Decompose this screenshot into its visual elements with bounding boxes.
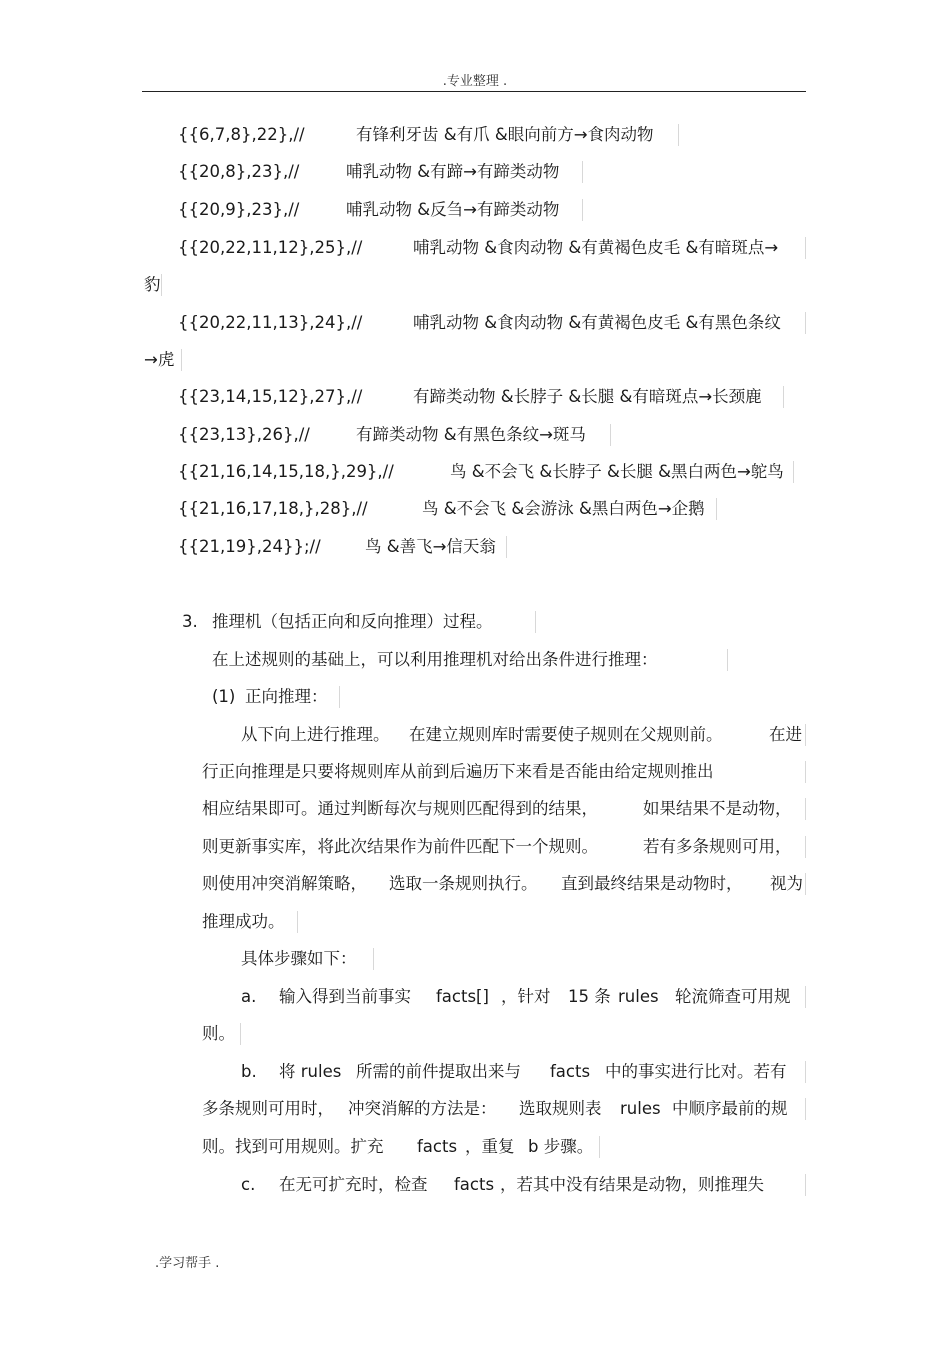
step-c-text-3: ，若其中没有结果是动物，则推理失: [500, 1175, 764, 1194]
rule-code: {{21,16,14,15,18,},29},//: [178, 462, 394, 481]
line-marker: [599, 1136, 600, 1158]
step-a-text-3: ，针对: [501, 987, 551, 1006]
line-marker: [506, 536, 507, 558]
para-line-1a: 从下向上进行推理。: [241, 725, 390, 744]
step-b-line-3a: 则。找到可用规则。扩充: [202, 1137, 384, 1156]
line-marker: [535, 611, 536, 633]
line-marker: [805, 986, 806, 1008]
rule-code: {{20,8},23},//: [178, 162, 300, 181]
section-intro: 在上述规则的基础上，可以利用推理机对给出条件进行推理：: [212, 650, 658, 669]
rule-text-4: 哺乳动物 &食肉动物 &有黄褐色皮毛 &有暗斑点→: [413, 238, 779, 257]
para-line-4b: 若有多条规则可用，: [643, 837, 792, 856]
rule-text-2: 哺乳动物 &有蹄→有蹄类动物: [346, 162, 560, 181]
line-marker: [805, 873, 806, 895]
step-b-line-2b: 冲突消解的方法是：: [348, 1099, 497, 1118]
rule-line-1: [178, 124, 305, 146]
step-a-text-6: 轮流筛查可用规: [675, 987, 791, 1006]
rule-text-10: 鸟 &善飞→信天翁: [365, 537, 496, 556]
line-marker: [339, 686, 340, 708]
line-marker: [373, 948, 374, 970]
step-a-text-4: 15 条: [568, 987, 611, 1006]
header-rule: [142, 91, 806, 92]
step-b-label: b.: [241, 1062, 257, 1081]
step-b-line-2a: 多条规则可用时，: [202, 1099, 334, 1118]
section-title: 推理机（包括正向和反向推理）过程。: [212, 612, 493, 631]
step-b-line-2c: 选取规则表: [519, 1099, 602, 1118]
step-b-line-3d: b 步骤。: [528, 1137, 594, 1156]
step-b-text-4: 中的事实进行比对。若有: [605, 1062, 787, 1081]
line-marker: [610, 424, 611, 446]
line-marker: [181, 349, 182, 371]
line-marker: [805, 836, 806, 858]
line-marker: [805, 761, 806, 783]
line-marker: [783, 386, 784, 408]
rule-code: {{20,22,11,13},24},//: [178, 313, 363, 332]
page-header: .专业整理 .: [442, 74, 508, 89]
line-marker: [716, 498, 717, 520]
rule-text-5: 哺乳动物 &食肉动物 &有黄褐色皮毛 &有黑色条纹: [413, 313, 781, 332]
line-marker: [805, 1174, 806, 1196]
section-number: 3.: [182, 612, 198, 631]
step-a-text-1: 输入得到当前事实: [279, 987, 411, 1006]
line-marker: [582, 161, 583, 183]
rule-text-1: 有锋利牙齿 &有爪 &眼向前方→食肉动物: [356, 125, 654, 144]
para-line-5a: 则使用冲突消解策略，: [202, 874, 367, 893]
para-line-2: 行正向推理是只要将规则库从前到后遍历下来看是否能由给定规则推出: [202, 762, 714, 781]
para-line-4a: 则更新事实库，将此次结果作为前件匹配下一个规则。: [202, 837, 598, 856]
page-footer: .学习帮手 .: [155, 1256, 220, 1271]
rule-text-9: 鸟 &不会飞 &会游泳 &黑白两色→企鹅: [422, 499, 705, 518]
step-b-text-1: 将 rules: [279, 1062, 342, 1081]
step-c-text-1: 在无可扩充时，检查: [279, 1175, 428, 1194]
para-line-6: 推理成功。: [202, 912, 285, 931]
step-c-label: c.: [241, 1175, 256, 1194]
line-marker: [805, 724, 806, 746]
line-marker: [582, 199, 583, 221]
subsection-number: (1): [212, 687, 236, 706]
para-line-5c: 直到最终结果是动物时，: [561, 874, 743, 893]
rule-code: {{20,22,11,12},25},//: [178, 238, 363, 257]
rule-text-3: 哺乳动物 &反刍→有蹄类动物: [346, 200, 560, 219]
line-marker: [678, 124, 679, 146]
para-line-1c: 在进: [769, 725, 802, 744]
line-marker: [805, 312, 806, 334]
step-b-line-3c: ，重复: [465, 1137, 515, 1156]
para-line-1b: 在建立规则库时需要使子规则在父规则前。: [409, 725, 723, 744]
step-a-cont: 则。: [202, 1024, 235, 1043]
rule-text-4-cont: 豹: [144, 275, 161, 294]
line-marker: [805, 1098, 806, 1120]
line-marker: [240, 1023, 241, 1045]
line-marker: [297, 911, 298, 933]
line-marker: [727, 649, 728, 671]
step-c-text-2: facts: [454, 1175, 495, 1194]
line-marker: [805, 237, 806, 259]
para-line-3a: 相应结果即可。通过判断每次与规则匹配得到的结果，: [202, 799, 598, 818]
subsection-title: 正向推理：: [245, 687, 328, 706]
steps-intro: 具体步骤如下：: [241, 949, 357, 968]
rule-code: {{23,13},26},//: [178, 425, 310, 444]
rule-text-5-cont: →虎: [144, 350, 175, 369]
para-line-5d: 视为: [770, 874, 803, 893]
line-marker: [805, 1061, 806, 1083]
line-marker: [805, 798, 806, 820]
line-marker: [793, 461, 794, 483]
step-b-text-3: facts: [550, 1062, 591, 1081]
rule-text-7: 有蹄类动物 &有黑色条纹→斑马: [356, 425, 586, 444]
rule-code: {{21,16,17,18,},28},//: [178, 499, 368, 518]
para-line-5b: 选取一条规则执行。: [389, 874, 538, 893]
rule-text-6: 有蹄类动物 &长脖子 &长腿 &有暗斑点→长颈鹿: [413, 387, 762, 406]
step-b-line-2e: 中顺序最前的规: [672, 1099, 788, 1118]
rule-code: {{23,14,15,12},27},//: [178, 387, 363, 406]
step-a-label: a.: [241, 987, 257, 1006]
rule-code: {{20,9},23},//: [178, 200, 300, 219]
para-line-3b: 如果结果不是动物，: [643, 799, 792, 818]
rule-code: {{21,19},24}};//: [178, 537, 321, 556]
step-b-line-3b: facts: [417, 1137, 458, 1156]
step-a-text-5: rules: [618, 987, 659, 1006]
rule-code: {{6,7,8},22},//: [178, 125, 305, 144]
step-a-text-2: facts[]: [436, 987, 489, 1006]
step-b-line-2d: rules: [620, 1099, 661, 1118]
rule-text-8: 鸟 &不会飞 &长脖子 &长腿 &黑白两色→鸵鸟: [450, 462, 784, 481]
step-b-text-2: 所需的前件提取出来与: [356, 1062, 521, 1081]
line-marker: [161, 274, 162, 296]
